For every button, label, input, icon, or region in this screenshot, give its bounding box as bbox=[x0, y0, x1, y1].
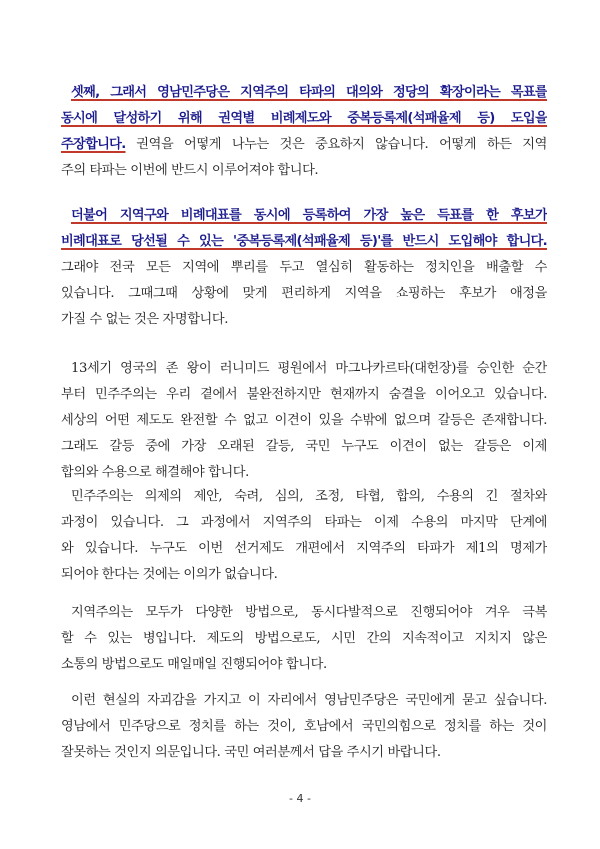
body-text: 와 있습니다. 누구도 이번 선거제도 개편에서 지역주의 타파가 제1의 명제가 bbox=[61, 541, 547, 556]
text-line bbox=[61, 80, 547, 106]
emphasized-text: 더불어 지역구와 비례대표를 동시에 등록하여 가장 높은 득표를 한 후보가 bbox=[71, 208, 547, 223]
body-text: 영남에서 민주당으로 정치를 하는 것이, 호남에서 국민의힘으로 정치를 하는 것이 bbox=[61, 719, 547, 734]
body-text: 이런 현실의 자괴감을 가지고 이 자리에서 영남민주당은 국민에게 묻고 싶습니다. bbox=[71, 693, 547, 708]
body-text: 과정이 있습니다. 그 과정에서 지역주의 타파는 이제 수용의 마지막 단계에 bbox=[61, 515, 547, 530]
body-text: 13세기 영국의 존 왕이 러니미드 평원에서 마그나카르타(대헌장)를 승인한 순간 bbox=[71, 361, 547, 376]
body-text: 권역을 어떻게 나누는 것은 중요하지 않습니다. 어떻게 하든 지역 bbox=[125, 137, 547, 152]
body-text: 그래야 전국 모든 지역에 뿌리를 두고 열심히 활동하는 정치인을 배출할 수 bbox=[61, 260, 547, 275]
paragraph-third-point bbox=[61, 80, 547, 184]
paragraph-dual-registration bbox=[61, 203, 547, 333]
page-number: - 4 - bbox=[289, 792, 311, 805]
paragraph-regionalism bbox=[61, 600, 547, 678]
text-line bbox=[61, 132, 547, 158]
paragraph-question bbox=[61, 688, 547, 766]
text-line bbox=[61, 106, 547, 132]
body-text: 부터 민주주의는 우리 곁에서 불완전하지만 현재까지 숨결을 이어오고 있습니다. bbox=[61, 387, 547, 402]
text-line bbox=[61, 229, 547, 255]
body-text: 있습니다. 그때그때 상황에 맞게 편리하게 지역을 쇼핑하는 후보가 애정을 bbox=[61, 286, 547, 301]
emphasized-text: 비례대표로 당선될 수 있는 '중복등록제(석패율제 등)'를 반드시 도입해야 합니다. bbox=[61, 234, 547, 249]
body-text: 세상의 어떤 제도도 완전할 수 없고 이견이 있을 수밖에 없으며 갈등은 존재합니다. bbox=[61, 413, 547, 428]
text-line bbox=[61, 203, 547, 229]
body-text: 지역주의는 모두가 다양한 방법으로, 동시다발적으로 진행되어야 겨우 극복 bbox=[71, 605, 547, 620]
body-text: 잘못하는 것인지 의문입니다. 국민 여러분께서 답을 주시기 바랍니다. bbox=[61, 745, 441, 760]
paragraph-magna-carta bbox=[61, 356, 547, 486]
emphasized-text: 동시에 달성하기 위해 권역별 비례제도와 중복등록제(석패율제 등) 도입을 bbox=[61, 111, 547, 126]
body-text: 소통의 방법으로도 매일매일 진행되어야 합니다. bbox=[61, 657, 327, 672]
body-text: 가질 수 없는 것은 자명합니다. bbox=[61, 312, 229, 327]
body-text: 그래도 갈등 중에 가장 오래된 갈등, 국민 누구도 이견이 없는 갈등은 이제 bbox=[61, 439, 547, 454]
emphasized-text: 셋째, 그래서 영남민주당은 지역주의 타파의 대의와 정당의 확장이라는 목표를 bbox=[71, 85, 547, 100]
paragraph-democratic-process bbox=[61, 484, 547, 588]
body-text: 할 수 있는 병입니다. 제도의 방법으로도, 시민 간의 지속적이고 지치지 않은 bbox=[61, 631, 547, 646]
body-text: 되어야 한다는 것에는 이의가 없습니다. bbox=[61, 567, 278, 582]
body-text: 주의 타파는 이번에 반드시 이루어져야 합니다. bbox=[61, 163, 319, 178]
body-text: 민주주의는 의제의 제안, 숙려, 심의, 조정, 타협, 합의, 수용의 긴 절차와 bbox=[71, 489, 547, 504]
emphasized-text: 주장합니다. bbox=[61, 137, 126, 152]
body-text: 합의와 수용으로 해결해야 합니다. bbox=[61, 465, 249, 480]
